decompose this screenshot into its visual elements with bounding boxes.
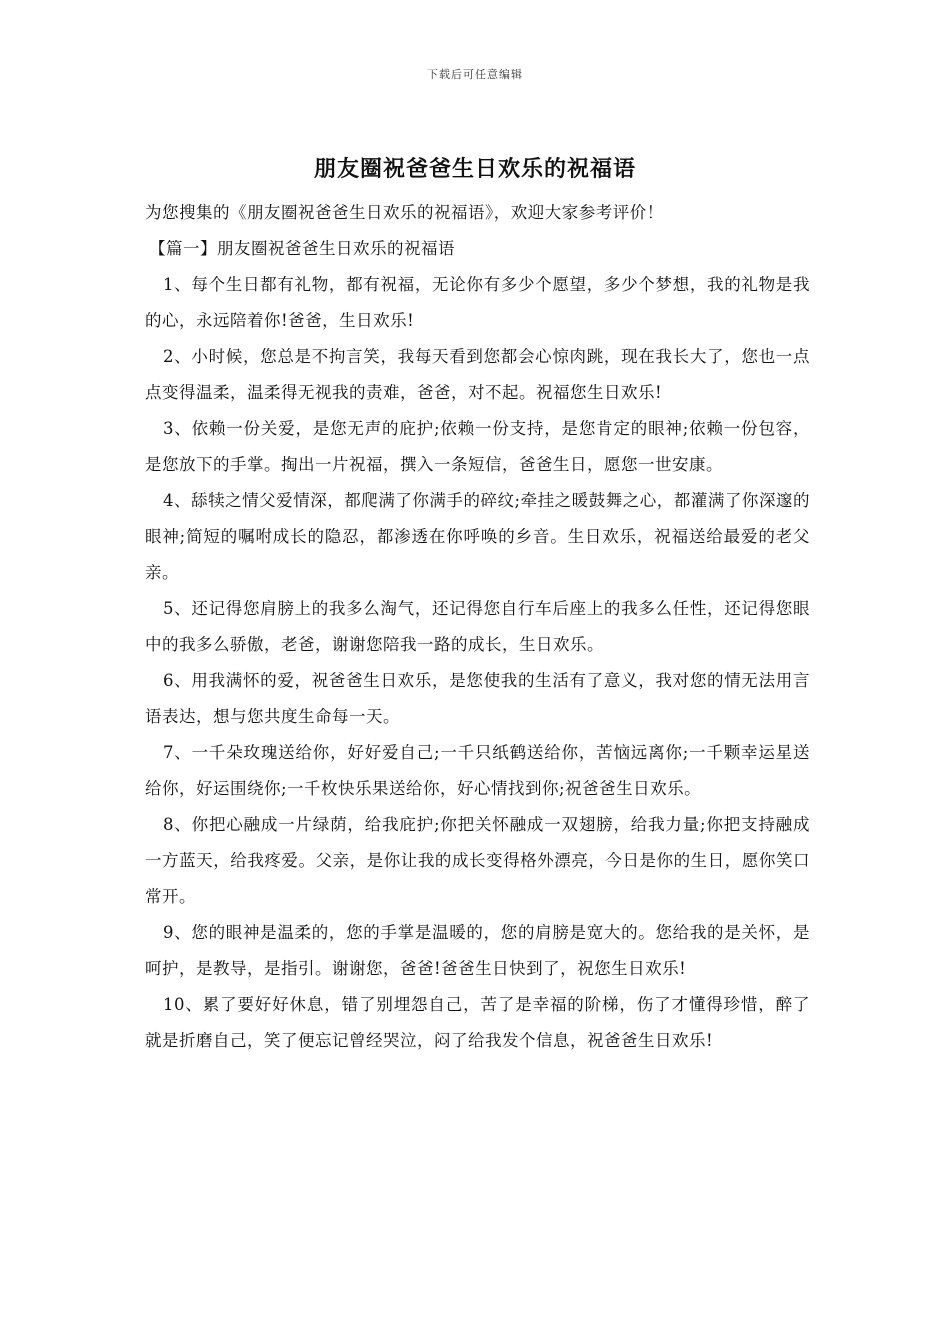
wish-paragraph-8: 8、你把心融成一片绿荫，给我庇护;你把关怀融成一双翅膀，给我力量;你把支持融成一方蓝天，给我疼爱。父亲，是你让我的成长变得格外漂亮，今日是你的生日，愿你笑口常开。 <box>145 815 810 906</box>
wish-paragraph-5: 5、还记得您肩膀上的我多么淘气，还记得您自行车后座上的我多么任性，还记得您眼中的我多么骄傲，老爸，谢谢您陪我一路的成长，生日欢乐。 <box>145 599 810 654</box>
header-note: 下载后可任意编辑 <box>427 68 523 81</box>
document-title: 朋友圈祝爸爸生日欢乐的祝福语 <box>313 156 636 182</box>
wish-paragraph-10: 10、累了要好好休息，错了别埋怨自己，苦了是幸福的阶梯，伤了才懂得珍惜，醉了就是折磨自己，笑了便忘记曾经哭泣，闷了给我发个信息，祝爸爸生日欢乐! <box>145 995 810 1050</box>
document-body <box>145 195 810 1059</box>
wish-paragraph-9: 9、您的眼神是温柔的，您的手掌是温暖的，您的肩膀是宽大的。您给我的是关怀，是呵护，是教导，是指引。谢谢您，爸爸!爸爸生日快到了，祝您生日欢乐! <box>145 923 810 978</box>
wish-paragraph-6: 6、用我满怀的爱，祝爸爸生日欢乐，是您使我的生活有了意义，我对您的情无法用言语表达，想与您共度生命每一天。 <box>145 671 810 726</box>
wish-paragraph-2: 2、小时候，您总是不拘言笑，我每天看到您都会心惊肉跳，现在我长大了，您也一点点变得温柔，温柔得无视我的责难，爸爸，对不起。祝福您生日欢乐! <box>145 347 810 402</box>
wish-paragraph-1: 1、每个生日都有礼物，都有祝福，无论你有多少个愿望，多少个梦想，我的礼物是我的心，永远陪着你!爸爸，生日欢乐! <box>145 275 810 330</box>
intro-paragraph: 为您搜集的《朋友圈祝爸爸生日欢乐的祝福语》，欢迎大家参考评价！ <box>145 203 664 222</box>
wish-paragraph-4: 4、舔犊之情父爱情深，都爬满了你满手的碎纹;牵挂之暖鼓舞之心，都灌满了你深邃的眼神;简短的嘱咐成长的隐忍，都渗透在你呼唤的乡音。生日欢乐，祝福送给最爱的老父亲。 <box>145 491 810 582</box>
wish-paragraph-3: 3、依赖一份关爱，是您无声的庇护;依赖一份支持，是您肯定的眼神;依赖一份包容，是您放下的手掌。掏出一片祝福，撰入一条短信，爸爸生日，愿您一世安康。 <box>145 419 810 474</box>
section-heading: 【篇一】朋友圈祝爸爸生日欢乐的祝福语 <box>149 239 455 258</box>
wish-paragraph-7: 7、一千朵玫瑰送给你，好好爱自己;一千只纸鹤送给你，苦恼远离你;一千颗幸运星送给你，好运围绕你;一千枚快乐果送给你，好心情找到你;祝爸爸生日欢乐。 <box>145 743 810 798</box>
